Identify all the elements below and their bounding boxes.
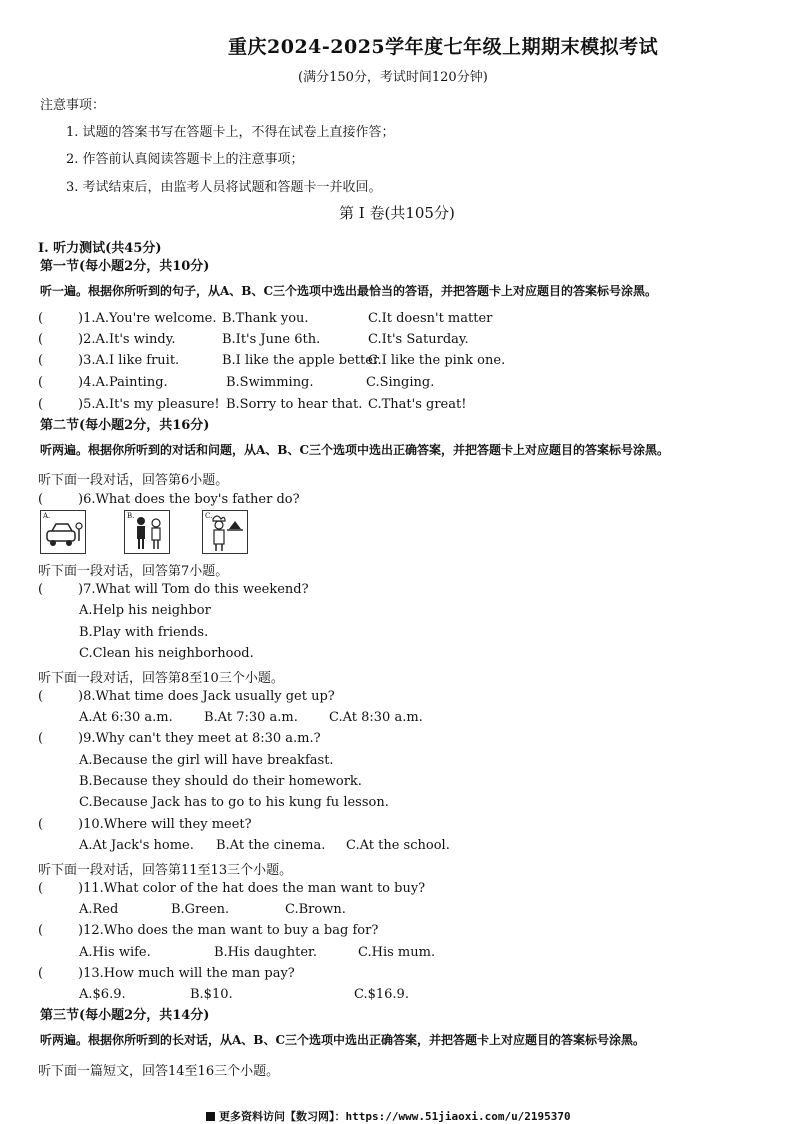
- picture-option-b: [124, 510, 170, 554]
- option-b: B.Swimming.: [226, 375, 314, 390]
- footer-link[interactable]: [206, 1108, 571, 1124]
- option-c: C.His mum.: [358, 945, 436, 960]
- answer-paren[interactable]: (: [38, 817, 44, 832]
- listening-lead: 听下面一段对话，回答第8至10三个小题。: [38, 671, 284, 686]
- answer-paren[interactable]: (: [38, 353, 44, 368]
- option-b: B.$10.: [190, 987, 233, 1002]
- option-c: C.That's great!: [368, 397, 467, 412]
- question-stem: )9.Why can't they meet at 8:30 a.m.?: [78, 731, 321, 746]
- answer-paren[interactable]: (: [38, 311, 44, 326]
- option-c: C.Because Jack has to go to his kung fu lesson.: [79, 795, 389, 810]
- question-stem: )5.A.It's my pleasure!: [78, 397, 220, 412]
- option-a: A.At Jack's home.: [79, 838, 194, 853]
- option-c: C.$16.9.: [354, 987, 409, 1002]
- option-c: C.It's Saturday.: [368, 332, 469, 347]
- question-stem: )10.Where will they meet?: [78, 817, 252, 832]
- question-stem: )8.What time does Jack usually get up?: [78, 689, 335, 704]
- section3-instruction: 听两遍。根据你所听到的长对话，从A、B、C三个选项中选出正确答案，并把答题卡上对应题目的答案标号涂黑。: [40, 1033, 646, 1047]
- picture-option-c: [202, 510, 248, 554]
- question-stem: )13.How much will the man pay?: [78, 966, 295, 981]
- answer-paren[interactable]: (: [38, 375, 44, 390]
- answer-paren[interactable]: (: [38, 731, 44, 746]
- option-c: C.Singing.: [366, 375, 435, 390]
- exam-subtitle: (满分150分，考试时间120分钟): [298, 70, 488, 85]
- option-b: B.It's June 6th.: [222, 332, 321, 347]
- option-c: C.I like the pink one.: [368, 353, 506, 368]
- answer-paren[interactable]: (: [38, 689, 44, 704]
- section1-title: 第一节(每小题2分，共10分): [40, 259, 210, 274]
- volume-title: 第 I 卷(共105分): [339, 204, 455, 222]
- question-stem: )12.Who does the man want to buy a bag for?: [78, 923, 379, 938]
- answer-paren[interactable]: (: [38, 966, 44, 981]
- section2-instruction: 听两遍。根据你所听到的对话和问题，从A、B、C三个选项中选出正确答案，并把答题卡上对应题目的答案标号涂黑。: [40, 443, 670, 457]
- answer-paren[interactable]: (: [38, 881, 44, 896]
- picture-option-a: [40, 510, 86, 554]
- section2-title: 第二节(每小题2分，共16分): [40, 418, 210, 433]
- option-b: B.Play with friends.: [79, 625, 209, 640]
- section3-title: 第三节(每小题2分，共14分): [40, 1008, 210, 1023]
- answer-paren[interactable]: (: [38, 332, 44, 347]
- notes-heading: 注意事项：: [40, 98, 106, 113]
- question-stem: )6.What does the boy's father do?: [78, 492, 300, 507]
- option-c: C.Brown.: [285, 902, 346, 917]
- option-a: A.At 6:30 a.m.: [79, 710, 173, 725]
- section1-instruction: 听一遍。根据你所听到的句子，从A、B、C三个选项中选出最恰当的答语，并把答题卡上对应题目的答案标号涂黑。: [40, 284, 658, 298]
- question-stem: )11.What color of the hat does the man want to buy?: [78, 881, 426, 896]
- question-stem: )7.What will Tom do this weekend?: [78, 582, 309, 597]
- listening-lead: 听下面一篇短文，回答14至16三个小题。: [38, 1064, 280, 1079]
- answer-paren[interactable]: (: [38, 582, 44, 597]
- question-stem: )2.A.It's windy.: [78, 332, 176, 347]
- note-item: 2. 作答前认真阅读答题卡上的注意事项；: [66, 152, 304, 167]
- option-b: B.Sorry to hear that.: [226, 397, 363, 412]
- answer-paren[interactable]: (: [38, 923, 44, 938]
- option-c: C.Clean his neighborhood.: [79, 646, 254, 661]
- option-c: C.It doesn't matter: [368, 311, 493, 326]
- option-a: A.Because the girl will have breakfast.: [79, 753, 334, 768]
- option-c: C.At the school.: [346, 838, 450, 853]
- answer-paren[interactable]: (: [38, 397, 44, 412]
- option-a: A.$6.9.: [79, 987, 126, 1002]
- exam-title: 重庆2024-2025学年度七年级上期期末模拟考试: [228, 36, 659, 58]
- note-item: 3. 考试结束后，由监考人员将试题和答题卡一并收回。: [66, 180, 382, 195]
- listening-lead: 听下面一段对话，回答第11至13三个小题。: [38, 863, 293, 878]
- option-b: B.At the cinema.: [216, 838, 326, 853]
- option-c: C.At 8:30 a.m.: [329, 710, 423, 725]
- listening-lead: 听下面一段对话，回答第7小题。: [38, 564, 229, 579]
- answer-paren[interactable]: (: [38, 492, 44, 507]
- option-b: B.Because they should do their homework.: [79, 774, 362, 789]
- option-b: B.Thank you.: [222, 311, 309, 326]
- picture-label: B.: [127, 512, 135, 520]
- question-stem: )4.A.Painting.: [78, 375, 168, 390]
- picture-label: A.: [43, 512, 51, 520]
- note-item: 1. 试题的答案书写在答题卡上，不得在试卷上直接作答；: [66, 125, 395, 140]
- question-stem: )3.A.I like fruit.: [78, 353, 180, 368]
- option-a: A.Red: [79, 902, 119, 917]
- listening-lead: 听下面一段对话，回答第6小题。: [38, 473, 229, 488]
- option-b: B.Green.: [171, 902, 230, 917]
- option-a: A.His wife.: [79, 945, 151, 960]
- question-stem: )1.A.You're welcome.: [78, 311, 217, 326]
- option-b: B.His daughter.: [214, 945, 317, 960]
- footer-text: 更多资料访问【数习网】：https://www.51jiaoxi.com/u/2195370: [219, 1110, 571, 1123]
- option-b: B.At 7:30 a.m.: [204, 710, 298, 725]
- flag-icon: [206, 1112, 215, 1121]
- picture-label: C.: [205, 512, 213, 520]
- part-title: I. 听力测试(共45分): [38, 241, 162, 256]
- option-a: A.Help his neighbor: [79, 603, 211, 618]
- option-b: B.I like the apple better: [222, 353, 380, 368]
